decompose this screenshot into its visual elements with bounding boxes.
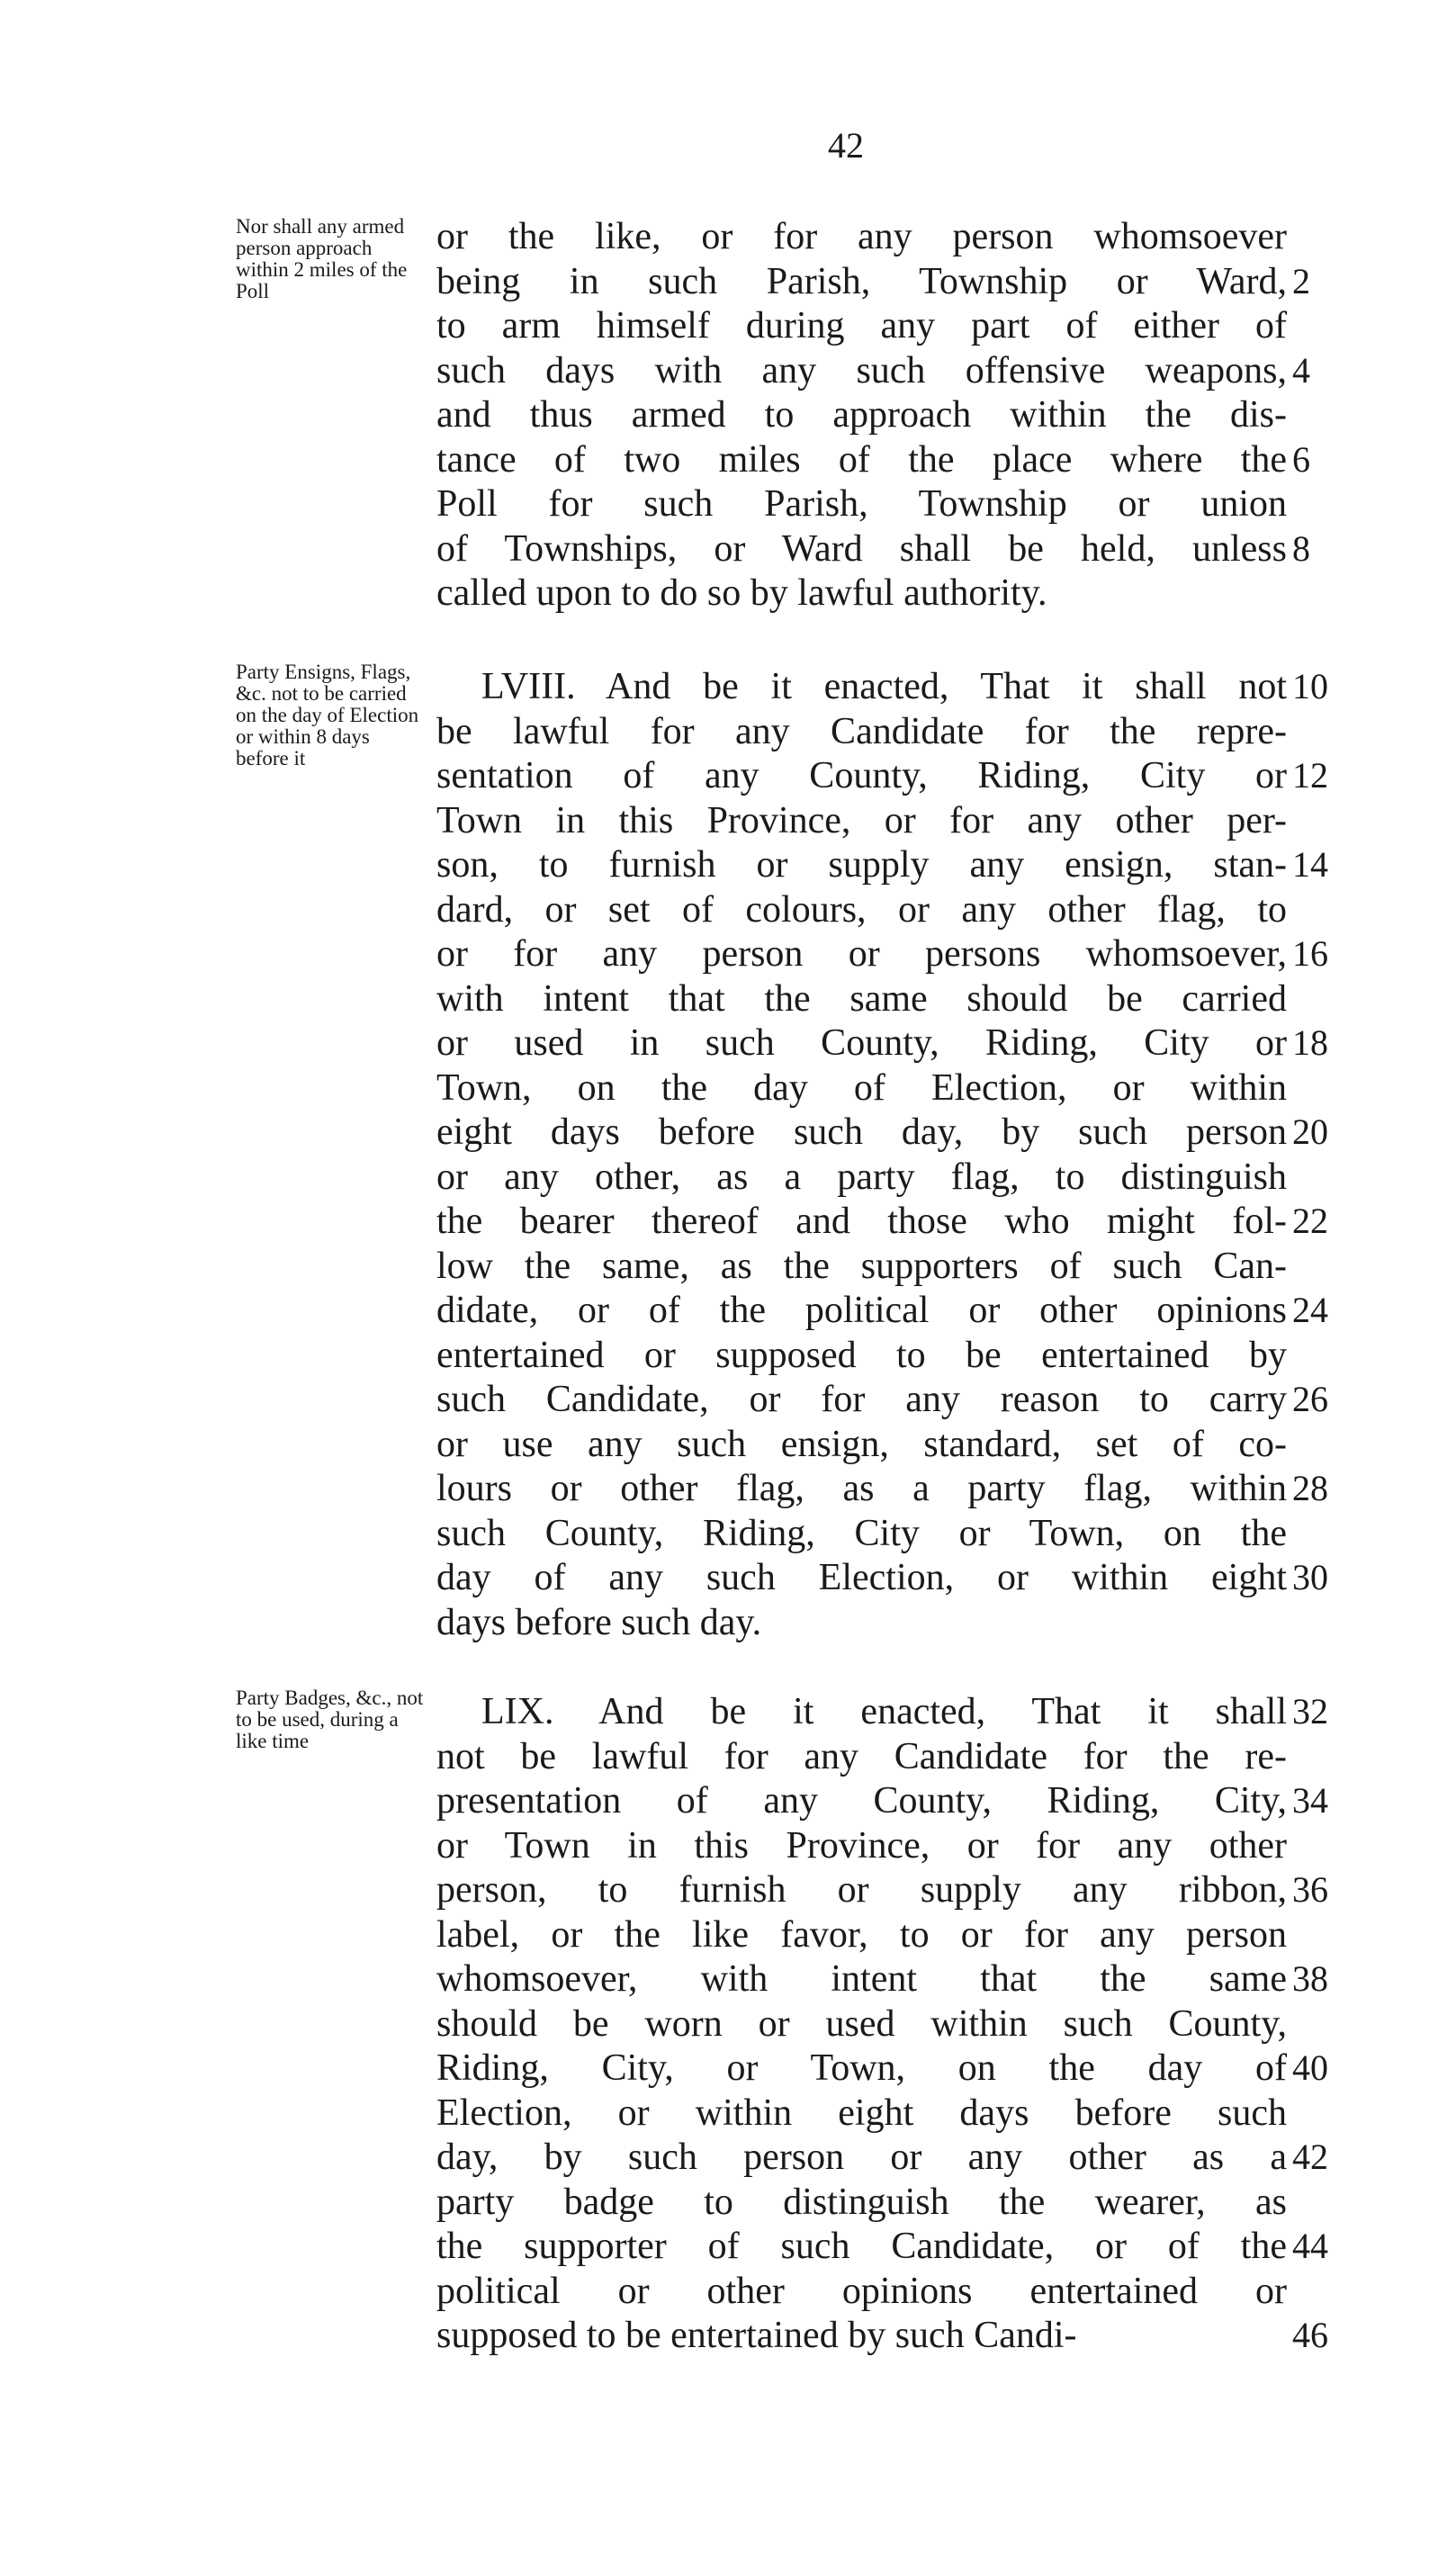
line-number: 44 xyxy=(1292,2226,1328,2266)
line-number: 16 xyxy=(1292,933,1328,974)
text-line: party badge to distinguish the wearer, as xyxy=(436,2182,1287,2223)
text-line: should be worn or used within such County, xyxy=(436,2003,1287,2045)
text-line: day of any such Election, or within eight xyxy=(436,1557,1287,1598)
text-line: person, to furnish or supply any ribbon, xyxy=(436,1869,1287,1911)
text-line: presentation of any County, Riding, City, xyxy=(436,1780,1287,1822)
text-line: such County, Riding, City or Town, on the xyxy=(436,1513,1287,1554)
text-line: lours or other flag, as a party flag, within xyxy=(436,1468,1287,1509)
line-number: 36 xyxy=(1292,1869,1328,1910)
text-line: or the like, or for any person whomsoever xyxy=(436,216,1287,257)
text-line: or use any such ensign, standard, set of co- xyxy=(436,1424,1287,1465)
margin-note-armed-persons: Nor shall any armed person approach within 2 miles of the Poll xyxy=(236,215,408,302)
text-line: tance of two miles of the place where the xyxy=(436,439,1287,481)
text-line: Poll for such Parish, Township or union xyxy=(436,483,1287,525)
line-number: 14 xyxy=(1292,844,1328,885)
text-line: political or other opinions entertained or xyxy=(436,2271,1287,2312)
line-number: 10 xyxy=(1292,666,1328,706)
text-line: label, or the like favor, to or for any person xyxy=(436,1914,1287,1956)
text-line: whomsoever, with intent that the same xyxy=(436,1958,1287,2000)
text-line: or Town in this Province, or for any other xyxy=(436,1825,1287,1867)
line-number: 12 xyxy=(1292,755,1328,796)
text-line: low the same, as the supporters of such Can- xyxy=(436,1246,1287,1287)
text-line: entertained or supposed to be entertained by xyxy=(436,1335,1287,1376)
text-line: Riding, City, or Town, on the day of xyxy=(436,2047,1287,2089)
line-number: 38 xyxy=(1292,1958,1328,1999)
text-line: supposed to be entertained by such Candi- xyxy=(436,2315,1077,2356)
text-line: or used in such County, Riding, City or xyxy=(436,1022,1287,1064)
text-line: LIX. And be it enacted, That it shall xyxy=(481,1691,1287,1732)
margin-note-party-ensigns: Party Ensigns, Flags, &c. not to be carried on the day of Election or within 8 days before it xyxy=(236,661,419,769)
line-number: 46 xyxy=(1292,2315,1328,2355)
text-line: sentation of any County, Riding, City or xyxy=(436,755,1287,796)
line-number: 34 xyxy=(1292,1780,1328,1821)
text-line: not be lawful for any Candidate for the re- xyxy=(436,1736,1287,1777)
line-number: 26 xyxy=(1292,1379,1328,1419)
text-line: days before such day. xyxy=(436,1602,762,1643)
text-line: to arm himself during any part of either of xyxy=(436,305,1287,346)
line-number: 2 xyxy=(1292,261,1310,301)
text-line: dard, or set of colours, or any other flag, to xyxy=(436,889,1287,931)
text-line: day, by such person or any other as a xyxy=(436,2137,1287,2178)
line-number: 40 xyxy=(1292,2047,1328,2088)
text-line: or any other, as a party flag, to distinguish xyxy=(436,1156,1287,1198)
line-number: 28 xyxy=(1292,1468,1328,1508)
line-number: 24 xyxy=(1292,1290,1328,1330)
line-number: 18 xyxy=(1292,1022,1328,1063)
text-line: LVIII. And be it enacted, That it shall not xyxy=(481,666,1287,707)
line-number: 8 xyxy=(1292,528,1310,569)
text-line: such Candidate, or for any reason to carry xyxy=(436,1379,1287,1420)
line-number: 4 xyxy=(1292,350,1310,391)
text-line: Town, on the day of Election, or within xyxy=(436,1067,1287,1109)
line-number: 22 xyxy=(1292,1201,1328,1241)
text-line: be lawful for any Candidate for the repre- xyxy=(436,711,1287,752)
line-number: 6 xyxy=(1292,439,1310,480)
line-number: 32 xyxy=(1292,1691,1328,1732)
line-number: 42 xyxy=(1292,2137,1328,2177)
text-line: of Townships, or Ward shall be held, unless xyxy=(436,528,1287,570)
text-line: eight days before such day, by such person xyxy=(436,1111,1287,1153)
text-line: Election, or within eight days before such xyxy=(436,2092,1287,2134)
text-line: the bearer thereof and those who might fol- xyxy=(436,1201,1287,1242)
page-number: 42 xyxy=(828,125,864,166)
text-line: such days with any such offensive weapons, xyxy=(436,350,1287,391)
text-line: with intent that the same should be carried xyxy=(436,978,1287,1020)
text-line: or for any person or persons whomsoever, xyxy=(436,933,1287,975)
text-line: called upon to do so by lawful authority. xyxy=(436,572,1047,614)
margin-note-party-badges: Party Badges, &c., not to be used, during a like time xyxy=(236,1687,424,1752)
text-line: being in such Parish, Township or Ward, xyxy=(436,261,1287,302)
text-line: the supporter of such Candidate, or of the xyxy=(436,2226,1287,2267)
line-number: 30 xyxy=(1292,1557,1328,1597)
text-line: and thus armed to approach within the dis- xyxy=(436,394,1287,436)
text-line: son, to furnish or supply any ensign, stan- xyxy=(436,844,1287,886)
line-number: 20 xyxy=(1292,1111,1328,1152)
text-line: Town in this Province, or for any other per- xyxy=(436,800,1287,841)
text-line: didate, or of the political or other opinions xyxy=(436,1290,1287,1331)
